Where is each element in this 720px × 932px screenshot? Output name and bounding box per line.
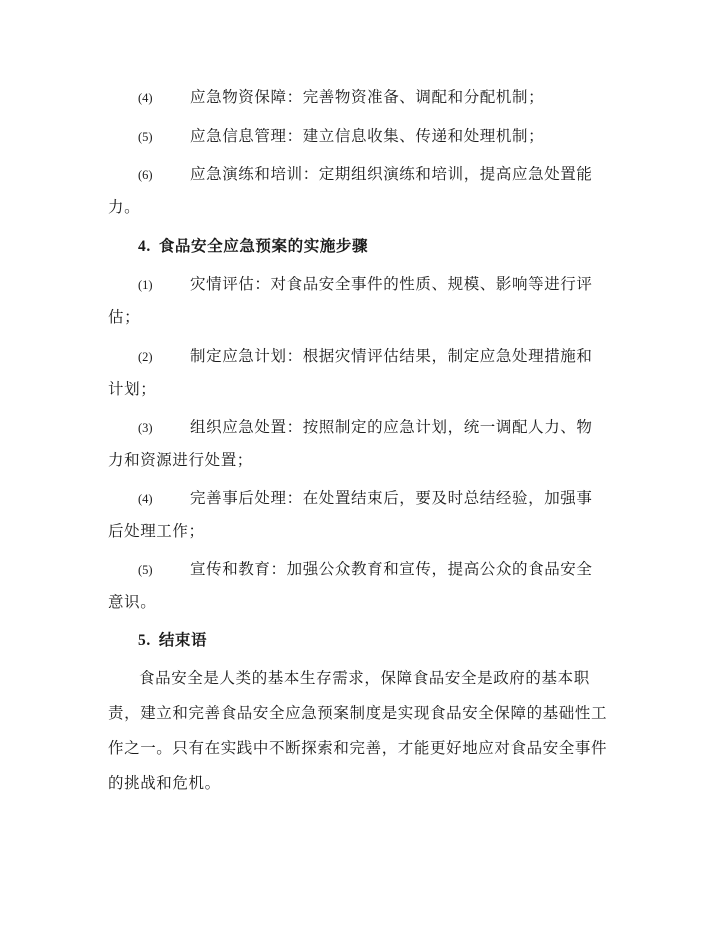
- section-number: 4.: [138, 238, 151, 255]
- item-text: 组织应急处置：按照制定的应急计划，统一调配人力、物力和资源进行处置；: [108, 418, 593, 469]
- item-text: 宣传和教育：加强公众教育和宣传，提高公众的食品安全意识。: [108, 560, 593, 611]
- item-number: (4): [138, 91, 153, 105]
- item-number: (5): [138, 130, 153, 144]
- list-item: [108, 120, 604, 153]
- list-item: [108, 482, 604, 547]
- item-text: 应急物资保障：完善物资准备、调配和分配机制；: [190, 88, 545, 106]
- closing-paragraph: 食品安全是人类的基本生存需求，保障食品安全是政府的基本职责，建立和完善食品安全应急预案制度是实现食品安全保障的基础性工作之一。只有在实践中不断探索和完善，才能更好地应对食品安全事件的挑战和危机。: [108, 669, 608, 792]
- item-number: (2): [138, 350, 153, 364]
- list-item: [108, 268, 604, 333]
- item-number: (1): [138, 278, 153, 292]
- section-heading: [138, 628, 207, 653]
- section-title: 结束语: [158, 630, 208, 649]
- section-title: 食品安全应急预案的实施步骤: [158, 236, 369, 255]
- list-item: [108, 553, 604, 618]
- item-number: (5): [138, 563, 153, 577]
- item-text: 应急信息管理：建立信息收集、传递和处理机制；: [190, 127, 545, 145]
- item-text: 应急演练和培训：定期组织演练和培训，提高应急处置能力。: [108, 165, 593, 216]
- list-item: [108, 81, 604, 114]
- item-number: (6): [138, 168, 153, 182]
- list-item: [108, 411, 604, 476]
- list-item: [108, 158, 604, 223]
- item-text: 制定应急计划：根据灾情评估结果，制定应急处理措施和计划；: [108, 347, 593, 398]
- item-number: (3): [138, 421, 153, 435]
- item-text: 完善事后处理：在处置结束后，要及时总结经验，加强事后处理工作；: [108, 489, 593, 540]
- section-number: 5.: [138, 632, 151, 649]
- list-item: [108, 340, 604, 405]
- item-text: 灾情评估：对食品安全事件的性质、规模、影响等进行评估；: [108, 275, 593, 326]
- item-number: (4): [138, 492, 153, 506]
- section-heading: [138, 234, 368, 259]
